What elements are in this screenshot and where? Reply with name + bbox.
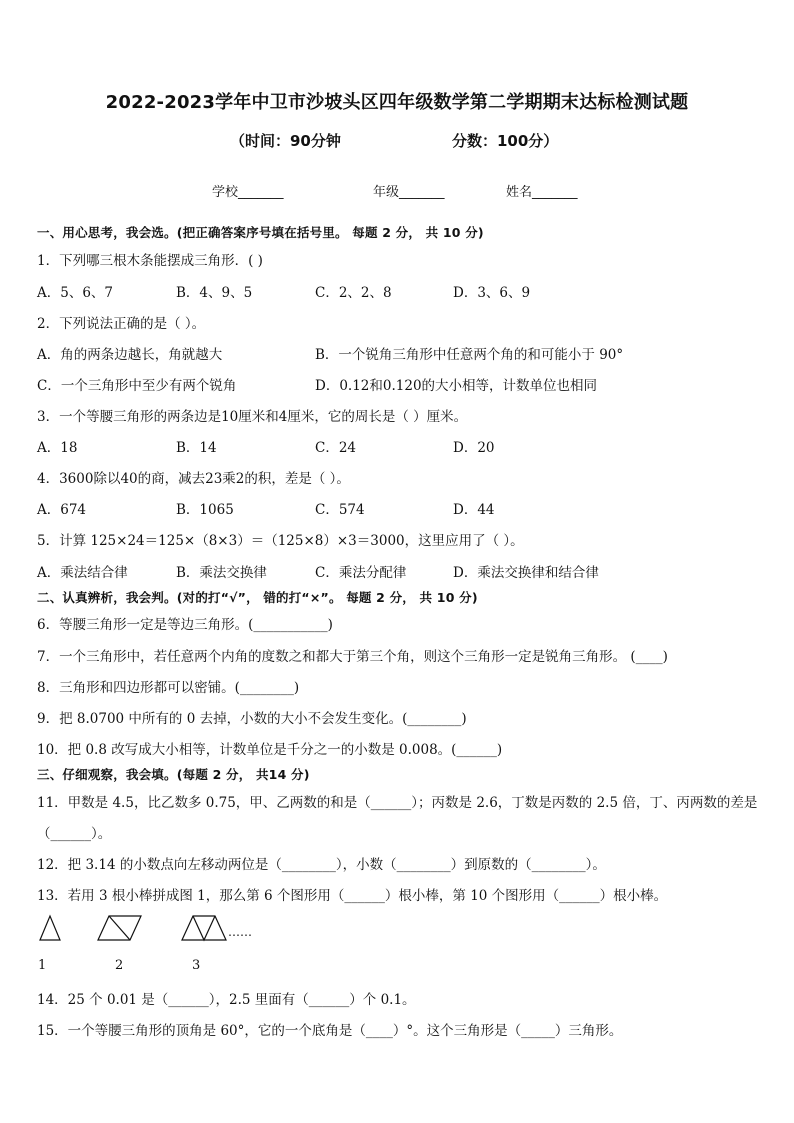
q2-option-a: A．角的两条边越长，角就越大 [37, 347, 223, 363]
question-2: 2．下列说法正确的是（ ）。 [37, 316, 206, 332]
school-field: 学校_______ [212, 185, 284, 200]
figure-1-triangle [40, 916, 60, 940]
q5-option-c: C．乘法分配律 [315, 565, 407, 581]
question-11-line-2: （______）。 [37, 826, 112, 842]
exam-title: 2022-2023学年中卫市沙坡头区四年级数学第二学期期末达标检测试题 [105, 92, 689, 113]
q3-option-d: D．20 [453, 440, 495, 456]
q3-option-b: B．14 [176, 440, 217, 456]
figure-2-diagonal [109, 916, 130, 940]
name-field: 姓名_______ [506, 185, 578, 200]
question-4: 4．3600除以40的商，减去23乘2的积，差是（ ）。 [37, 471, 350, 487]
section-3-heading: 三、仔细观察，我会填。(每题 2 分， 共14 分) [37, 767, 310, 782]
q1-option-d: D．3、6、9 [453, 285, 531, 301]
question-5: 5．计算 125×24＝125×（8×3）＝（125×8）×3＝3000，这里应用了（ ）。 [37, 533, 524, 549]
section-1-heading: 一、用心思考，我会选。(把正确答案序号填在括号里。 每题 2 分， 共 10 分) [37, 225, 484, 240]
q4-option-a: A．674 [37, 502, 87, 518]
grade-field: 年级_______ [373, 185, 445, 200]
section-2-heading: 二、认真辨析，我会判。(对的打“√”， 错的打“×”。 每题 2 分， 共 10 分) [37, 590, 478, 605]
q4-option-d: D．44 [453, 502, 495, 518]
q2-option-c: C．一个三角形中至少有两个锐角 [37, 378, 237, 394]
question-15: 15．一个等腰三角形的顶角是 60°，它的一个底角是（____）°。这个三角形是（_____）三角形。 [37, 1023, 623, 1039]
q1-option-a: A．5、6、7 [37, 285, 114, 301]
q5-option-b: B．乘法交换律 [176, 565, 267, 581]
figure-3-diagonals [193, 916, 215, 940]
question-3: 3．一个等腰三角形的两条边是10厘米和4厘米，它的周长是（ ）厘米。 [37, 409, 468, 425]
q1-option-c: C．2、2、8 [315, 285, 392, 301]
time-label: （时间：90分钟 [230, 132, 341, 150]
question-6: 6．等腰三角形一定是等边三角形。(___________) [37, 617, 333, 633]
figure-label-3: 3 [192, 958, 201, 973]
q3-option-a: A．18 [37, 440, 78, 456]
question-1: 1．下列哪三根木条能摆成三角形．( ) [37, 253, 263, 269]
q2-option-b: B．一个锐角三角形中任意两个角的和可能小于 90° [315, 347, 624, 363]
q3-option-c: C．24 [315, 440, 357, 456]
question-11-line-1: 11．甲数是 4.5，比乙数多 0.75，甲、乙两数的和是（______）；丙数是 2.6，丁数是丙数的 2.5 倍，丁、丙两数的差是 [37, 795, 758, 811]
question-13: 13．若用 3 根小棒拼成图 1，那么第 6 个图形用（______）根小棒，第 10 个图形用（______）根小棒。 [37, 888, 668, 904]
question-9: 9．把 8.0700 中所有的 0 去掉，小数的大小不会发生变化。(________) [37, 711, 467, 727]
score-label: 分数：100分） [452, 132, 559, 150]
q1-option-b: B．4、9、5 [176, 285, 253, 301]
q4-option-c: C．574 [315, 502, 365, 518]
figure-ellipsis: …… [228, 925, 252, 939]
q2-option-d: D．0.12和0.120的大小相等，计数单位也相同 [315, 378, 598, 394]
question-14: 14．25 个 0.01 是（______），2.5 里面有（______）个 0.1。 [37, 992, 416, 1008]
figure-3-shape [182, 916, 226, 940]
q5-option-a: A．乘法结合律 [37, 565, 128, 581]
q5-option-d: D．乘法交换律和结合律 [453, 565, 599, 581]
question-7: 7．一个三角形中，若任意两个内角的度数之和都大于第三个角，则这个三角形一定是锐角三角形。 (____) [37, 649, 668, 665]
question-12: 12．把 3.14 的小数点向左移动两位是（________），小数（________）到原数的（________）。 [37, 857, 606, 873]
figure-label-2: 2 [115, 958, 124, 973]
question-10: 10．把 0.8 改写成大小相等，计数单位是千分之一的小数是 0.008。(______) [37, 742, 503, 758]
q4-option-b: B．1065 [176, 502, 234, 518]
figure-label-1: 1 [38, 958, 47, 973]
question-8: 8．三角形和四边形都可以密铺。(________) [37, 680, 300, 696]
